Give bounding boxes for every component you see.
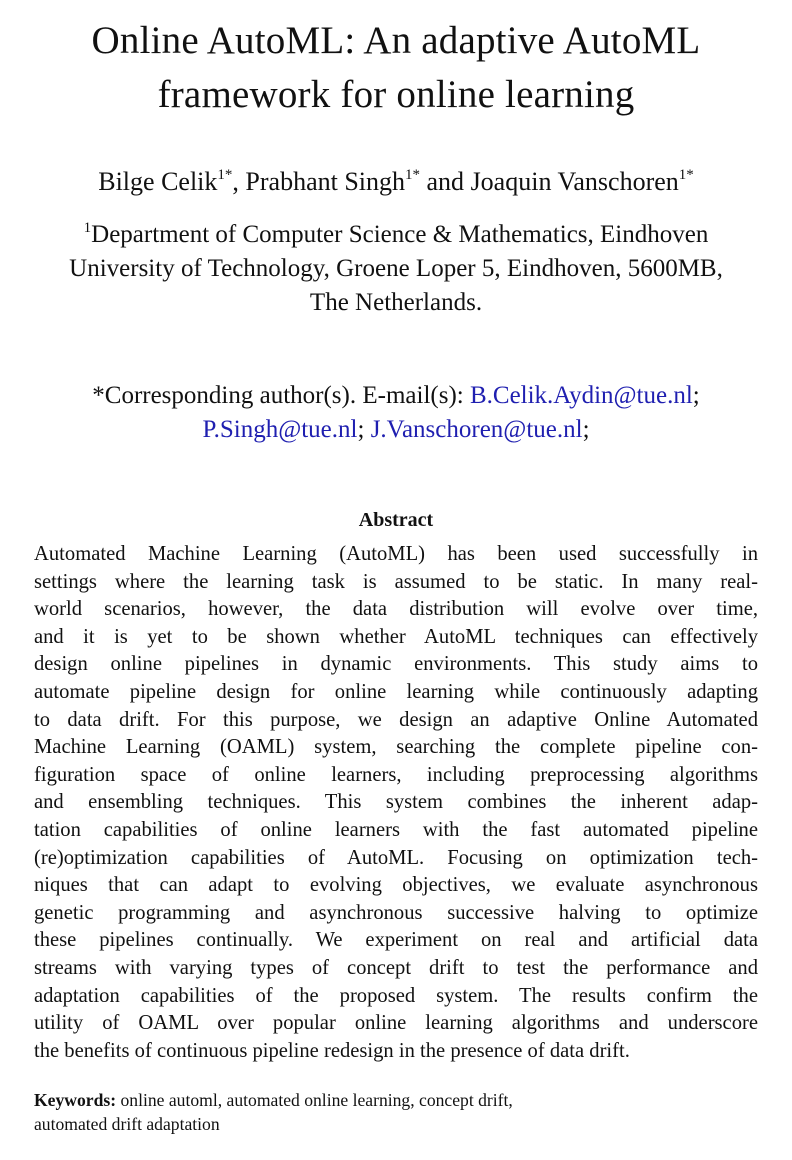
abstract-line: niques that can adapt to evolving objectives, we evaluate asynchronous xyxy=(34,874,758,897)
keywords-text: online automl, automated online learning, concept drift, xyxy=(120,1090,513,1110)
abstract-line: and it is yet to be shown whether AutoML techniques can effectively xyxy=(34,625,758,648)
abstract-line: streams with varying types of concept drift to test the performance and xyxy=(34,956,758,979)
abstract-heading: Abstract xyxy=(358,509,434,531)
abstract-line: genetic programming and asynchronous successive halving to optimize xyxy=(34,901,758,924)
abstract-line: adaptation capabilities of the proposed system. The results confirm the xyxy=(34,984,758,1007)
author-list xyxy=(8,164,784,200)
affiliation-line-1 xyxy=(8,218,784,252)
affiliation-line-2: University of Technology, Groene Loper 5, Eindhoven, 5600MB, xyxy=(69,255,723,282)
abstract-body xyxy=(34,541,758,1065)
affiliation-line-3: The Netherlands. xyxy=(309,289,483,316)
abstract-line: automate pipeline design for online learning while continuously adapting xyxy=(34,680,758,703)
abstract-line: figuration space of online learners, including preprocessing algorithms xyxy=(34,763,758,786)
title-line-1: Online AutoML: An adaptive AutoML xyxy=(91,19,701,62)
author-affiliation-mark: 1* xyxy=(405,167,421,183)
author-name: Joaquin Vanschoren xyxy=(470,167,679,196)
email-link-celik[interactable]: B.Celik.Aydin@tue.nl xyxy=(469,382,693,409)
abstract-line: Machine Learning (OAML) system, searching the complete pipeline con- xyxy=(34,736,758,759)
corresponding-line-2 xyxy=(8,413,784,447)
email-link-singh[interactable]: P.Singh@tue.nl xyxy=(202,416,358,443)
author-affiliation-mark: 1* xyxy=(678,167,694,183)
author-name: Bilge Celik xyxy=(98,167,218,196)
keywords-line-1 xyxy=(34,1088,758,1112)
abstract-line: tation capabilities of online learners with the fast automated pipeline xyxy=(34,818,758,841)
abstract-line: Automated Machine Learning (AutoML) has been used successfully in xyxy=(34,543,758,565)
email-separator: ; xyxy=(692,382,700,409)
corresponding-prefix: *Corresponding author(s). E-mail(s): xyxy=(92,382,464,409)
keywords xyxy=(34,1088,758,1136)
abstract-line: and ensembling techniques. This system combines the inherent adap- xyxy=(34,791,758,814)
affiliation-mark: 1 xyxy=(83,220,92,236)
abstract-line: world scenarios, however, the data distribution will evolve over time, xyxy=(34,598,758,621)
author-separator: , xyxy=(232,167,239,196)
abstract-line: these pipelines continually. We experiment on real and artificial data xyxy=(34,929,758,952)
abstract-line: settings where the learning task is assumed to be static. In many real- xyxy=(34,570,758,593)
email-separator: ; xyxy=(582,416,590,443)
author-name: Prabhant Singh xyxy=(245,167,406,196)
corresponding-authors xyxy=(8,379,784,447)
author-separator: and xyxy=(426,167,465,196)
email-link-vanschoren[interactable]: J.Vanschoren@tue.nl xyxy=(370,416,583,443)
abstract-line: utility of OAML over popular online learning algorithms and underscore xyxy=(34,1012,758,1035)
keywords-label: Keywords: xyxy=(34,1090,117,1110)
affiliation xyxy=(8,218,784,320)
abstract-line: design online pipelines in dynamic environments. This study aims to xyxy=(34,653,758,676)
corresponding-line-1 xyxy=(8,379,784,413)
abstract-line: the benefits of continuous pipeline redesign in the presence of data drift. xyxy=(34,1039,630,1062)
keywords-line-2: automated drift adaptation xyxy=(34,1114,220,1134)
paper-title xyxy=(40,14,752,122)
abstract-line: (re)optimization capabilities of AutoML. Focusing on optimization tech- xyxy=(34,846,758,869)
email-separator: ; xyxy=(357,416,365,443)
affiliation-text: Department of Computer Science & Mathematics, Eindhoven xyxy=(91,221,709,248)
author-affiliation-mark: 1* xyxy=(217,167,233,183)
title-line-2: framework for online learning xyxy=(157,73,635,116)
abstract-line: to data drift. For this purpose, we design an adaptive Online Automated xyxy=(34,708,758,731)
